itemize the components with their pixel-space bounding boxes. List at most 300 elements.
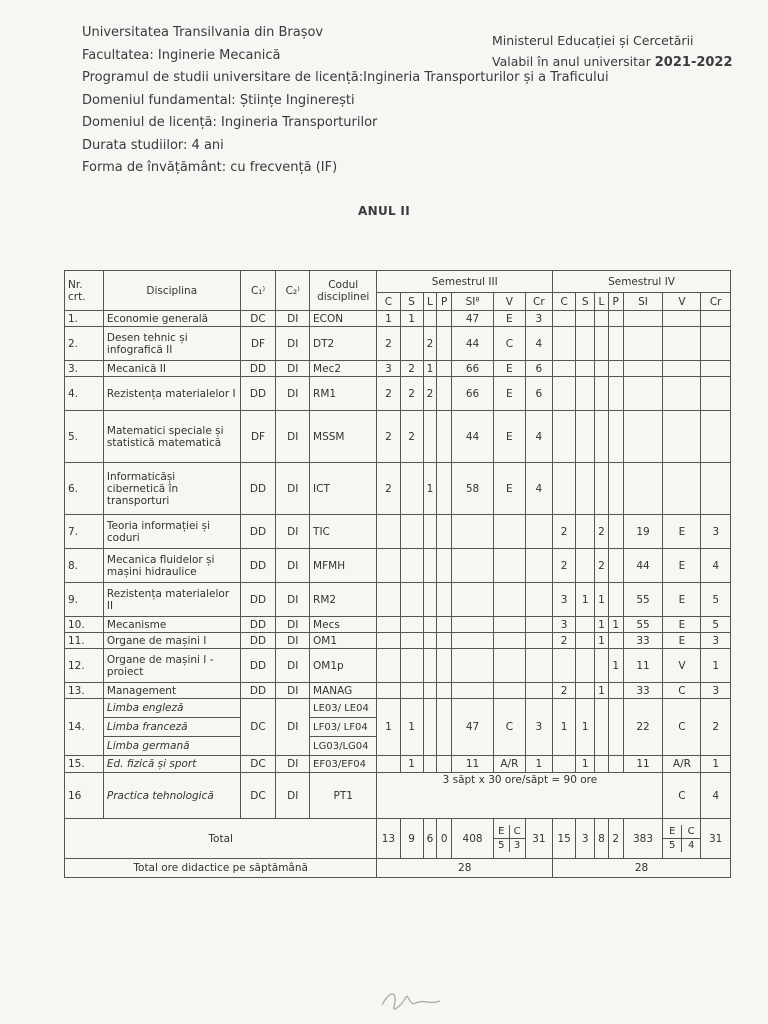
discipline-code: RM1 (310, 377, 377, 411)
sem3-cell: 1 (400, 756, 423, 773)
sem3-cell (400, 549, 423, 583)
sem3-cell (400, 649, 423, 683)
sem3-cell: 2 (377, 411, 400, 463)
discipline-code: Mec2 (310, 361, 377, 377)
sem3-cell (452, 617, 494, 633)
sem3-cell: 11 (452, 756, 494, 773)
sem3-cell (423, 649, 437, 683)
sem4-cell (608, 327, 623, 361)
sem4-cell: 19 (623, 515, 663, 549)
category-c2: DI (276, 377, 310, 411)
total-cell: 2 (608, 819, 623, 859)
sem3-cell: 58 (452, 463, 494, 515)
total-cell: 408 (452, 819, 494, 859)
sem3-cell: C (494, 699, 526, 756)
exam-count: 5 (663, 839, 681, 853)
col-header-sem4: Semestrul IV (553, 271, 731, 293)
sem4-cell (576, 617, 595, 633)
sem3-cell (494, 583, 526, 617)
sem3-cell (437, 311, 452, 327)
sem4-cell (576, 463, 595, 515)
total-cell: 8 (595, 819, 609, 859)
sem4-cell (608, 463, 623, 515)
row-number: 6. (65, 463, 104, 515)
col-header-nr: Nr. crt. (65, 271, 104, 311)
sem3-cell: 47 (452, 311, 494, 327)
sem4-cell (608, 756, 623, 773)
sem4-cell: 1 (576, 583, 595, 617)
category-c1: DD (240, 617, 276, 633)
table-row (65, 633, 731, 649)
sem4-cell (608, 311, 623, 327)
table-row (65, 377, 731, 411)
category-c1: DC (240, 311, 276, 327)
sem3-cell (437, 549, 452, 583)
header-right (492, 30, 733, 73)
sem3-cell: 1 (525, 756, 552, 773)
exam-colloquy-split (663, 819, 701, 859)
sem3-cell (423, 515, 437, 549)
row-number: 10. (65, 617, 104, 633)
sem3-cell: 4 (525, 463, 552, 515)
col-subheader: S (400, 293, 423, 311)
sem3-cell (437, 633, 452, 649)
discipline-name: Mecanisme (103, 617, 240, 633)
sem4-cell (663, 327, 701, 361)
sem4-cell: 1 (608, 649, 623, 683)
sem3-cell (423, 683, 437, 699)
sem4-cell (608, 515, 623, 549)
total-label: Total (65, 819, 377, 859)
category-c2: DI (276, 463, 310, 515)
category-c2: DI (276, 361, 310, 377)
header-line: Universitatea Transilvania din Brașov (82, 25, 324, 40)
sem3-cell (494, 683, 526, 699)
total-credits: 31 (525, 819, 552, 859)
year-title: ANUL II (358, 204, 410, 218)
sem4-cell (576, 683, 595, 699)
row-number: 4. (65, 377, 104, 411)
discipline-code: MFMH (310, 549, 377, 583)
table-row (65, 549, 731, 583)
discipline-name: Organe de mașini I - proiect (103, 649, 240, 683)
col-header-code: Codul disciplinei (310, 271, 377, 311)
category-c1: DD (240, 463, 276, 515)
sem4-cell (701, 361, 731, 377)
header-line: Forma de învățământ: cu frecvență (IF) (82, 160, 338, 175)
sem4-cell (576, 633, 595, 649)
sem4-cell (553, 649, 576, 683)
sem4-cell (595, 327, 609, 361)
sem3-cell: 1 (377, 699, 400, 756)
sem3-cell (452, 583, 494, 617)
total-cell: 3 (576, 819, 595, 859)
row-number: 14. (65, 699, 104, 756)
sem4-cell: 4 (701, 773, 731, 819)
weekly-hours-sem4: 28 (553, 859, 731, 878)
discipline-code: OM1p (310, 649, 377, 683)
discipline-name: Limba germană (103, 737, 240, 756)
table-row (65, 311, 731, 327)
col-subheader: L (423, 293, 437, 311)
sem3-cell: C (494, 327, 526, 361)
category-c1: DC (240, 773, 276, 819)
sem4-cell (663, 377, 701, 411)
sem4-cell: 2 (595, 549, 609, 583)
sem3-cell (437, 361, 452, 377)
category-c2: DI (276, 327, 310, 361)
sem3-cell (423, 756, 437, 773)
sem4-cell: E (663, 549, 701, 583)
category-c2: DI (276, 549, 310, 583)
sem3-cell: 2 (377, 463, 400, 515)
col-header-c1: C₁⁾ (240, 271, 276, 311)
sem3-cell (400, 633, 423, 649)
sem3-cell (423, 311, 437, 327)
discipline-code: EF03/EF04 (310, 756, 377, 773)
weekly-hours-label: Total ore didactice pe săptămână (65, 859, 377, 878)
discipline-name: Rezistența materialelor II (103, 583, 240, 617)
sem3-cell (377, 756, 400, 773)
table-row (65, 699, 731, 718)
sem4-cell: 5 (701, 583, 731, 617)
sem4-cell: 1 (576, 756, 595, 773)
sem3-cell (437, 515, 452, 549)
sem3-cell (437, 377, 452, 411)
sem4-cell (595, 311, 609, 327)
discipline-code: LF03/ LF04 (310, 718, 377, 737)
table-row (65, 617, 731, 633)
row-number: 12. (65, 649, 104, 683)
col-subheader: V (494, 293, 526, 311)
sem4-cell: 22 (623, 699, 663, 756)
sem4-cell (595, 463, 609, 515)
sem3-cell (494, 515, 526, 549)
total-cell: 0 (437, 819, 452, 859)
sem3-cell: 44 (452, 327, 494, 361)
sem4-cell (576, 327, 595, 361)
sem4-cell: C (663, 699, 701, 756)
sem4-cell (595, 649, 609, 683)
sem3-cell (437, 327, 452, 361)
sem4-cell: A/R (663, 756, 701, 773)
sem4-cell: 33 (623, 683, 663, 699)
discipline-name: Rezistența materialelor I (103, 377, 240, 411)
sem3-cell: 1 (400, 699, 423, 756)
sem3-cell: 44 (452, 411, 494, 463)
sem4-cell (663, 361, 701, 377)
row-number: 3. (65, 361, 104, 377)
header-line: Domeniul fundamental: Științe Inginerești (82, 92, 355, 108)
sem3-cell: 1 (377, 311, 400, 327)
colloquy-count: 3 (509, 839, 525, 853)
sem3-cell (452, 633, 494, 649)
sem3-cell (437, 617, 452, 633)
sem4-cell: 11 (623, 756, 663, 773)
category-c2: DI (276, 515, 310, 549)
sem3-cell: E (494, 311, 526, 327)
category-c1: DD (240, 361, 276, 377)
row-number: 15. (65, 756, 104, 773)
total-cell: 9 (400, 819, 423, 859)
sem3-cell (525, 633, 552, 649)
total-cell: 13 (377, 819, 400, 859)
col-subheader: P (437, 293, 452, 311)
sem4-cell: 2 (595, 515, 609, 549)
sem3-cell (452, 549, 494, 583)
sem3-cell (494, 649, 526, 683)
row-number: 2. (65, 327, 104, 361)
sem3-cell: 1 (423, 463, 437, 515)
table-row (65, 683, 731, 699)
sem4-cell (553, 377, 576, 411)
sem4-cell (576, 411, 595, 463)
sem3-cell: E (494, 361, 526, 377)
sem4-cell (701, 377, 731, 411)
table-row (65, 583, 731, 617)
col-header-c2: C₂⁾ (276, 271, 310, 311)
sem4-cell: 1 (553, 699, 576, 756)
discipline-code: MANAG (310, 683, 377, 699)
category-c1: DF (240, 327, 276, 361)
sem4-cell: 11 (623, 649, 663, 683)
discipline-name: Organe de mașini I (103, 633, 240, 649)
sem4-cell (608, 699, 623, 756)
sem4-cell (553, 327, 576, 361)
col-subheader: Cr (525, 293, 552, 311)
header-line: Durata studiilor: 4 ani (82, 137, 224, 153)
table-row (65, 515, 731, 549)
sem3-cell (423, 583, 437, 617)
colloquy-count: 4 (681, 839, 700, 853)
sem3-cell (452, 683, 494, 699)
col-subheader: V (663, 293, 701, 311)
discipline-code: MSSM (310, 411, 377, 463)
sem4-cell (576, 515, 595, 549)
sem4-cell: 3 (553, 583, 576, 617)
category-c1: DC (240, 756, 276, 773)
sem3-cell (400, 327, 423, 361)
sem4-cell: 1 (595, 617, 609, 633)
total-cell: 383 (623, 819, 663, 859)
sem4-cell: 1 (701, 756, 731, 773)
weekly-hours-sem3: 28 (377, 859, 553, 878)
sem4-cell: 3 (553, 617, 576, 633)
sem3-cell (400, 617, 423, 633)
sem4-cell: E (663, 583, 701, 617)
sem3-cell: E (494, 463, 526, 515)
sem4-cell (623, 311, 663, 327)
sem3-cell: E (494, 411, 526, 463)
sem3-cell (437, 756, 452, 773)
table-row (65, 411, 731, 463)
discipline-name: Desen tehnic și infografică II (103, 327, 240, 361)
sem3-cell: 1 (400, 311, 423, 327)
sem3-cell (452, 649, 494, 683)
sem3-cell: 47 (452, 699, 494, 756)
sem4-cell (701, 411, 731, 463)
sem4-cell: 55 (623, 617, 663, 633)
sem4-cell (576, 549, 595, 583)
sem4-cell (608, 683, 623, 699)
sem3-cell (423, 633, 437, 649)
total-cell: 6 (423, 819, 437, 859)
row-number: 13. (65, 683, 104, 699)
sem4-cell: 1 (576, 699, 595, 756)
row-number: 16 (65, 773, 104, 819)
sem3-cell (377, 549, 400, 583)
sem4-cell: 1 (595, 633, 609, 649)
table-row (65, 327, 731, 361)
table-row (65, 756, 731, 773)
category-c2: DI (276, 773, 310, 819)
practice-duration: 3 săpt x 30 ore/săpt = 90 ore (377, 773, 663, 819)
sem4-cell (576, 361, 595, 377)
discipline-code: RM2 (310, 583, 377, 617)
sem4-cell: 2 (553, 515, 576, 549)
curriculum-table (64, 270, 731, 878)
category-c2: DI (276, 583, 310, 617)
sem4-cell: 1 (608, 617, 623, 633)
sem3-cell (377, 649, 400, 683)
sem4-cell (595, 756, 609, 773)
sem4-cell: 2 (701, 699, 731, 756)
table-row (65, 361, 731, 377)
table-row (65, 649, 731, 683)
sem3-cell (494, 549, 526, 583)
sem3-cell (525, 683, 552, 699)
sem3-cell: 66 (452, 377, 494, 411)
col-subheader: Cr (701, 293, 731, 311)
sem3-cell: 2 (423, 377, 437, 411)
sem3-cell (525, 649, 552, 683)
sem3-cell: 66 (452, 361, 494, 377)
sem4-cell (595, 361, 609, 377)
sem3-cell (377, 617, 400, 633)
sem4-cell (553, 756, 576, 773)
sem4-cell: 1 (595, 583, 609, 617)
sem4-cell: 3 (701, 515, 731, 549)
header-line: Programul de studii universitare de licență:Ingineria Transporturilor și a Traficului (82, 70, 609, 85)
sem3-cell (423, 549, 437, 583)
sem4-cell (663, 463, 701, 515)
sem4-cell: 33 (623, 633, 663, 649)
sem3-cell (452, 515, 494, 549)
sem4-cell (623, 463, 663, 515)
discipline-code: Mecs (310, 617, 377, 633)
sem3-cell (423, 617, 437, 633)
sem3-cell: 4 (525, 411, 552, 463)
header-line: Facultatea: Inginerie Mecanică (82, 47, 281, 63)
sem4-cell: 5 (701, 617, 731, 633)
sem4-cell (608, 583, 623, 617)
sem4-cell: 3 (701, 683, 731, 699)
discipline-code: LG03/LG04 (310, 737, 377, 756)
sem4-cell: C (663, 773, 701, 819)
row-number: 9. (65, 583, 104, 617)
sem3-cell (494, 617, 526, 633)
sem3-cell: 1 (423, 361, 437, 377)
colloquy-label: C (509, 825, 525, 839)
col-subheader: L (595, 293, 609, 311)
category-c2: DI (276, 683, 310, 699)
sem4-cell (576, 311, 595, 327)
sem3-cell (400, 463, 423, 515)
sem4-cell: C (663, 683, 701, 699)
exam-count: 5 (494, 839, 509, 853)
sem4-cell (595, 411, 609, 463)
valid-year-line (492, 51, 733, 73)
valid-year: 2021-2022 (654, 55, 733, 70)
discipline-code: OM1 (310, 633, 377, 649)
exam-colloquy-split (494, 819, 526, 859)
sem4-cell (608, 411, 623, 463)
sem3-cell: E (494, 377, 526, 411)
discipline-name: Matematici speciale și statistică matematică (103, 411, 240, 463)
sem4-cell: 55 (623, 583, 663, 617)
col-subheader: S (576, 293, 595, 311)
sem4-cell (595, 699, 609, 756)
sem3-cell (377, 683, 400, 699)
discipline-name: Informaticăși cibernetică în transporturi (103, 463, 240, 515)
category-c2: DI (276, 756, 310, 773)
sem4-cell: E (663, 617, 701, 633)
category-c2: DI (276, 699, 310, 756)
sem4-cell (608, 361, 623, 377)
sem4-cell (663, 311, 701, 327)
sem4-cell (663, 411, 701, 463)
sem4-cell: 3 (701, 633, 731, 649)
row-number: 8. (65, 549, 104, 583)
sem3-cell (494, 633, 526, 649)
total-cell: 15 (553, 819, 576, 859)
col-header-disciplina: Disciplina (103, 271, 240, 311)
category-c1: DD (240, 377, 276, 411)
sem3-cell: A/R (494, 756, 526, 773)
discipline-code: PT1 (310, 773, 377, 819)
sem4-cell: 4 (701, 549, 731, 583)
category-c2: DI (276, 311, 310, 327)
sem4-cell (701, 311, 731, 327)
sem3-cell: 2 (400, 411, 423, 463)
discipline-code: ICT (310, 463, 377, 515)
sem3-cell (377, 515, 400, 549)
discipline-name: Teoria informației și coduri (103, 515, 240, 549)
sem4-cell: E (663, 633, 701, 649)
header-line: Domeniul de licență: Ingineria Transporturilor (82, 115, 378, 130)
sem3-cell (437, 411, 452, 463)
sem4-cell (623, 361, 663, 377)
sem3-cell (423, 411, 437, 463)
col-subheader: C (377, 293, 400, 311)
category-c1: DD (240, 583, 276, 617)
sem4-cell (553, 311, 576, 327)
signature (380, 985, 470, 1015)
category-c1: DC (240, 699, 276, 756)
discipline-code: TIC (310, 515, 377, 549)
discipline-name: Limba franceză (103, 718, 240, 737)
sem3-cell: 2 (377, 327, 400, 361)
sem4-cell (608, 549, 623, 583)
sem4-cell (623, 327, 663, 361)
category-c1: DD (240, 649, 276, 683)
total-credits: 31 (701, 819, 731, 859)
sem4-cell (608, 377, 623, 411)
col-subheader: P (608, 293, 623, 311)
sem3-cell: 2 (423, 327, 437, 361)
sem4-cell: V (663, 649, 701, 683)
sem4-cell: 1 (595, 683, 609, 699)
